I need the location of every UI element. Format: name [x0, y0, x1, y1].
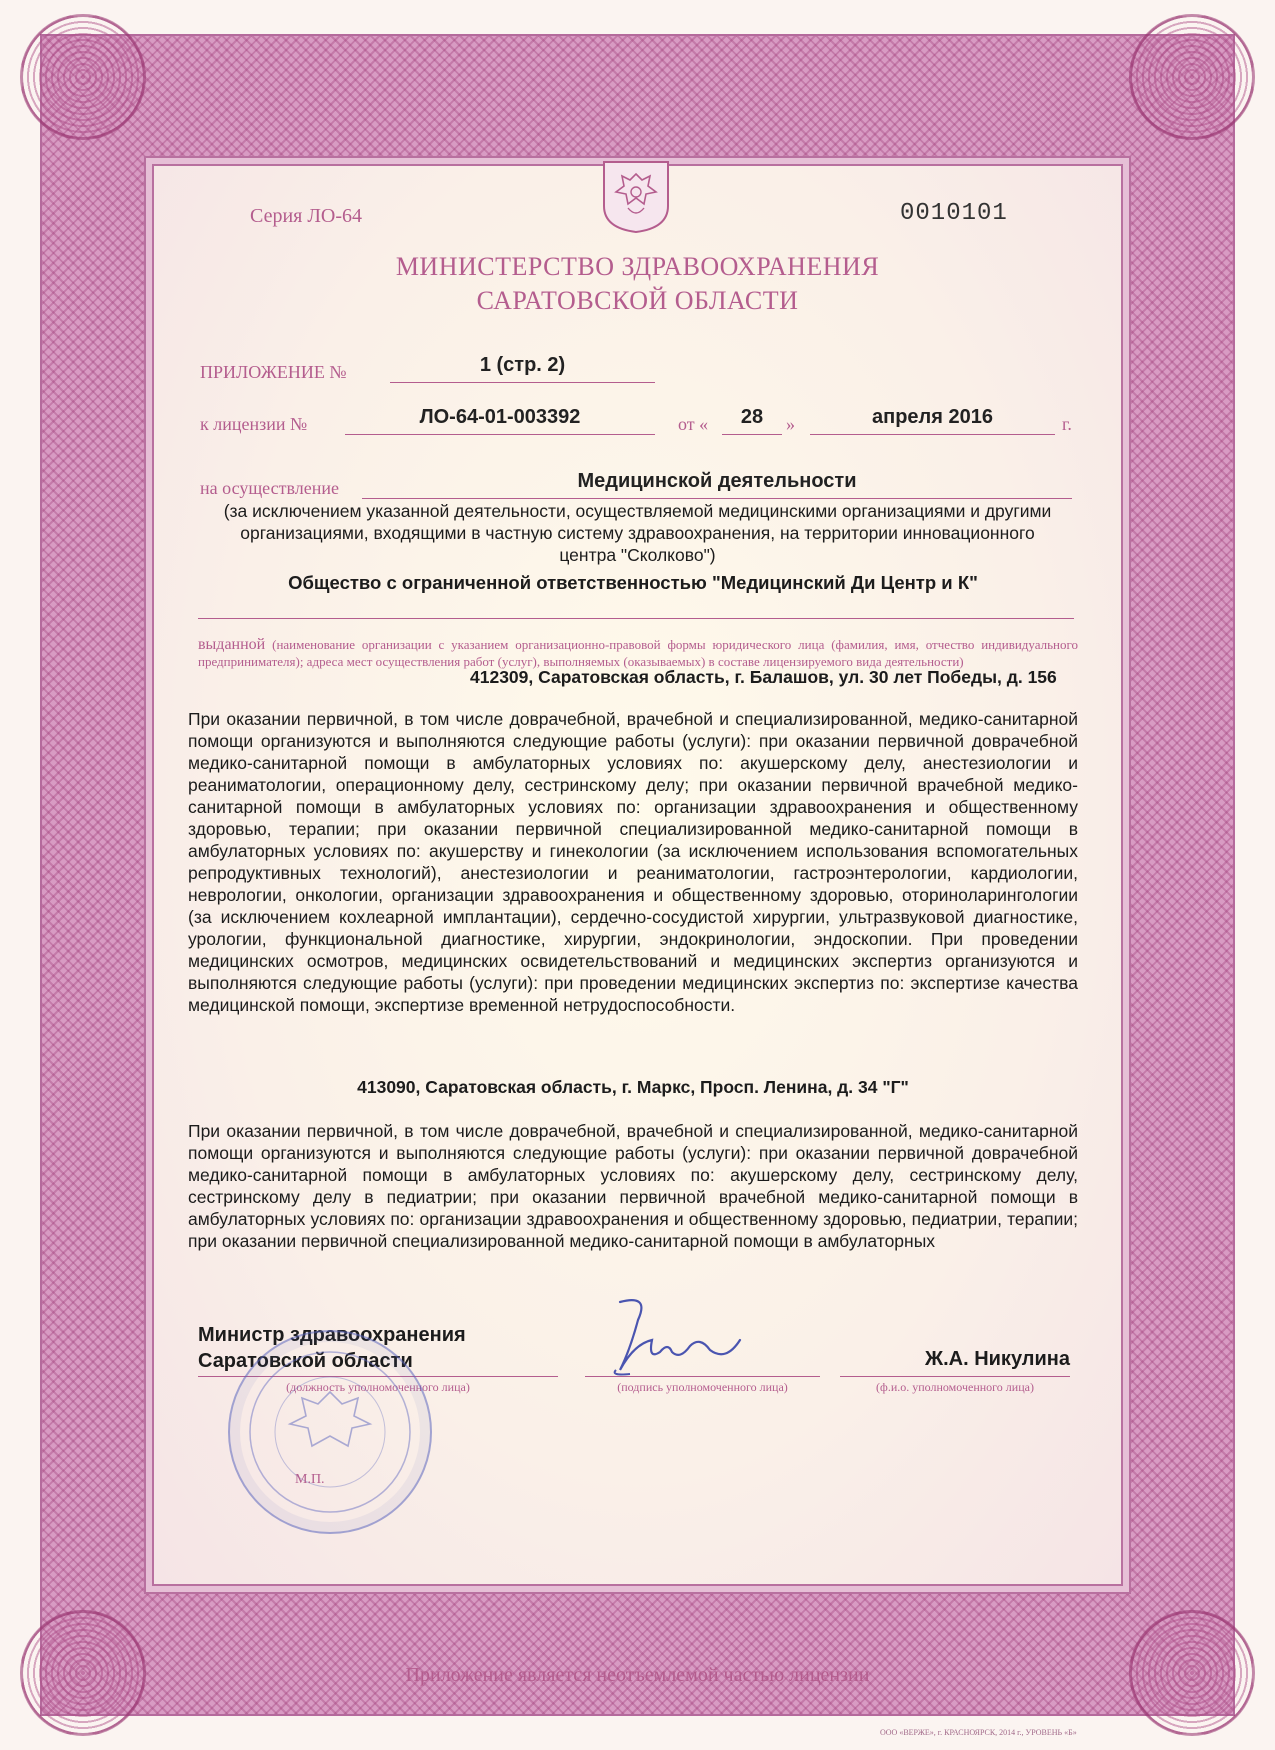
printer-imprint: ООО «ВЕРЖЕ», г. КРАСНОЯРСК, 2014 г., УРОВЕНЬ «Б» — [880, 1728, 1077, 1737]
issued-hint-text: (наименование организации с указанием организационно-правовой формы юридического лица (фамилия, имя, отчество индивидуального предпринимателя); адреса мест осуществления работ (услуг), выполняемых (оказываемых) в составе лицензируемого вида деятельности) — [198, 637, 1079, 669]
series-label: Серия ЛО-64 — [250, 205, 363, 227]
organization-underline — [198, 618, 1074, 619]
stamp-place-mark: М.П. — [295, 1472, 325, 1487]
organization-name: Общество с ограниченной ответственностью "Медицинский Ди Центр и К" — [288, 572, 978, 593]
ministry-region: САРАТОВСКОЙ ОБЛАСТИ — [476, 286, 799, 315]
services-marks: При оказании первичной, в том числе доврачебной, врачебной и специализированной, медико-санитарной помощи организуются и выполняются следующие работы (услуги): при оказании первичной доврачебной медико-санитарной помощи в амбулаторных условиях по: акушерскому делу, сестринскому делу, сестринскому делу в педиатрии; при оказании первичной врачебной медико-санитарной помощи в амбулаторных условиях по: организации здравоохранения и общественному здоровью, педиатрии, терапии; при оказании первичной специализированной медико-санитарной помощи в амбулаторных — [188, 1121, 1078, 1251]
position-hint: (должность уполномоченного лица) — [286, 1380, 470, 1394]
license-month-year: апреля 2016 — [810, 406, 1055, 435]
date-close-quote: » — [786, 414, 795, 434]
license-label: к лицензии № — [200, 414, 308, 434]
activity-note: (за исключением указанной деятельности, осуществляемой медицинскими организациями и другими организациями, входящими в частную систему здравоохранения, на территории инновационного центра "Сколково") — [223, 501, 1052, 565]
position-line-2: Саратовской области — [198, 1350, 413, 1372]
ministry-title: МИНИСТЕРСТВО ЗДРАВООХРАНЕНИЯ — [395, 252, 880, 281]
signature-underline — [585, 1376, 820, 1377]
handwritten-signature — [590, 1290, 750, 1390]
signature-hint: (подпись уполномоченного лица) — [617, 1380, 788, 1394]
issued-label: выданной — [198, 636, 266, 653]
position-line-1: Министр здравоохранения — [198, 1324, 466, 1346]
footer-note: Приложение является неотъемлемой частью лицензии — [405, 1664, 870, 1686]
activity-label: на осуществление — [200, 478, 339, 498]
name-hint: (ф.и.о. уполномоченного лица) — [876, 1380, 1034, 1394]
coat-of-arms-icon — [600, 158, 672, 234]
date-from-label: от « — [678, 414, 709, 434]
license-number: ЛО-64-01-003392 — [345, 406, 655, 435]
appendix-label: ПРИЛОЖЕНИЕ № — [200, 362, 347, 382]
name-underline — [840, 1376, 1070, 1377]
issued-to-hint — [198, 636, 1078, 670]
address-balashov: 412309, Саратовская область, г. Балашов, ул. 30 лет Победы, д. 156 — [470, 667, 1057, 687]
services-balashov: При оказании первичной, в том числе доврачебной, врачебной и специализированной, медико-санитарной помощи организуются и выполняются следующие работы (услуги): при оказании первичной доврачебной медико-санитарной помощи в амбулаторных условиях по: акушерскому делу, анестезиологии и реаниматологии, операционному делу, сестринскому делу; при оказании первичной врачебной медико-санитарной помощи в амбулаторных условиях по: организации здравоохранения и общественному здоровью, терапии; при оказании первичной специализированной медико-санитарной помощи в амбулаторных условиях по: акушерству и гинекологии (за исключением использования вспомогательных репродуктивных технологий), анестезиологии и реаниматологии, гастроэнтерологии, кардиологии, неврологии, онкологии, организации здравоохранения и общественному здоровью, оториноларингологии (за исключением кохлеарной имплантации), сердечно-сосудистой хирургии, ультразвуковой диагностике, урологии, функциональной диагностике, хирургии, эндокринологии, эндоскопии. При проведении медицинских осмотров, медицинских освидетельствований и медицинских экспертиз организуются и выполняются следующие работы (услуги): при проведении медицинских экспертиз по: экспертизе качества медицинской помощи, экспертизе временной нетрудоспособности. — [188, 709, 1078, 1015]
signatory-name: Ж.А. Никулина — [925, 1348, 1070, 1370]
year-suffix: г. — [1062, 414, 1072, 434]
appendix-number: 1 (стр. 2) — [390, 354, 655, 383]
license-day: 28 — [722, 406, 782, 435]
eagle-emblem-icon — [230, 1332, 430, 1532]
activity-type: Медицинской деятельности — [362, 470, 1072, 499]
form-number: 0010101 — [900, 200, 1008, 227]
address-marks: 413090, Саратовская область, г. Маркс, Просп. Ленина, д. 34 "Г" — [357, 1077, 909, 1097]
official-stamp — [228, 1330, 432, 1534]
